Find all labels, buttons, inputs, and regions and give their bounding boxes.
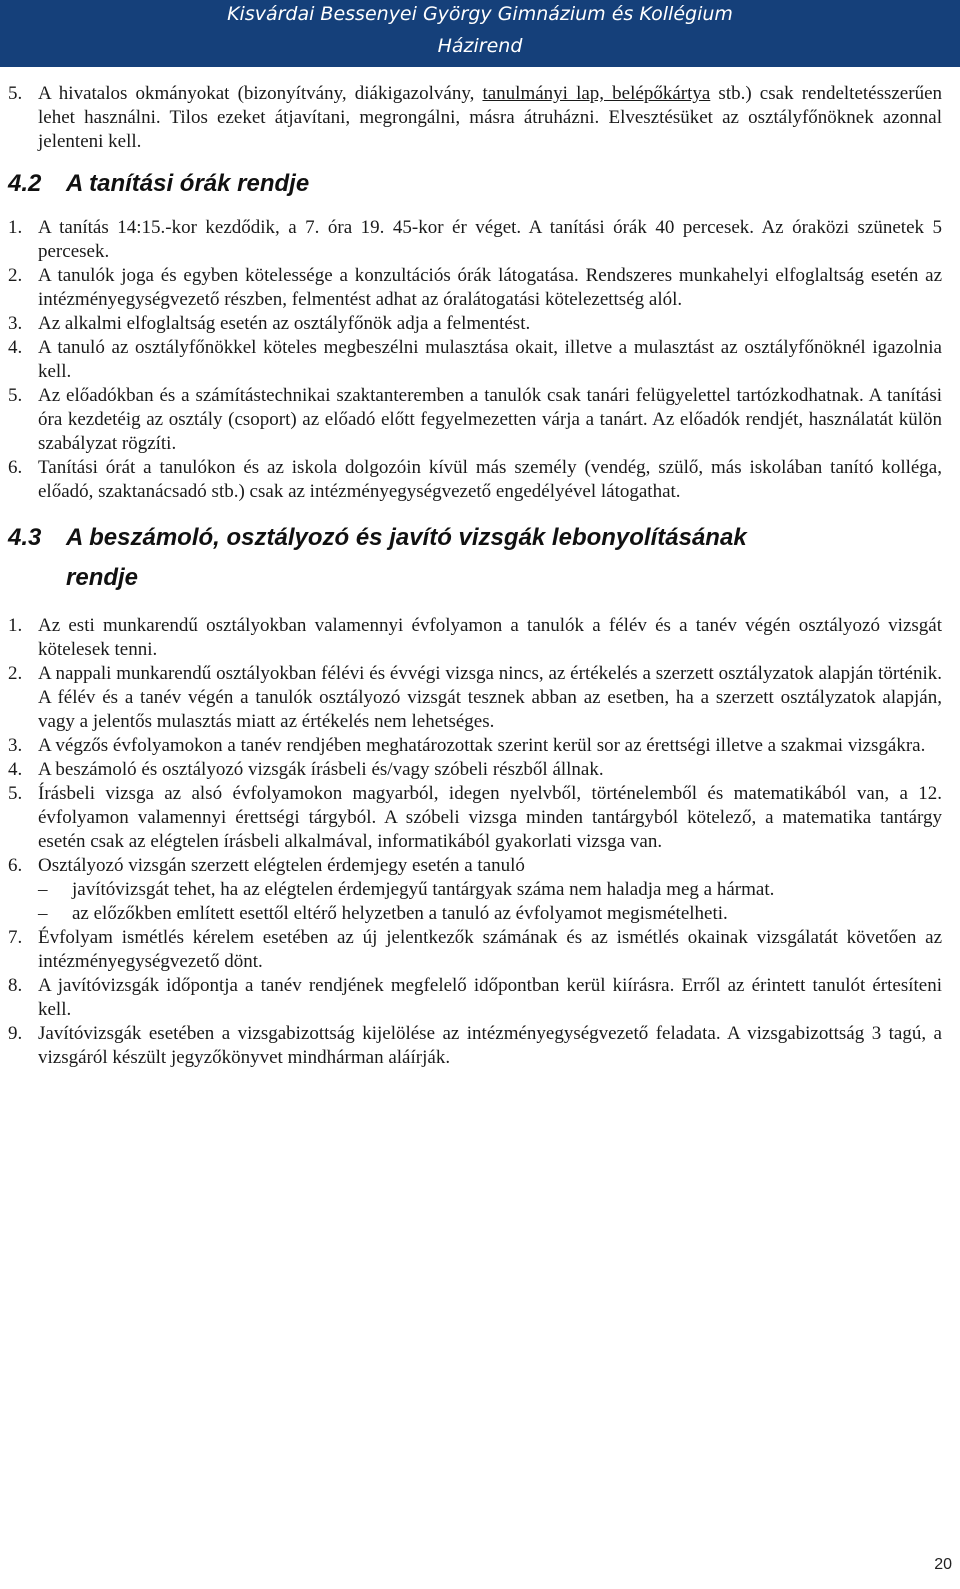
item-number: 1.: [8, 217, 23, 238]
dash-marker: –: [38, 879, 48, 900]
header-school-name: Kisvárdai Bessenyei György Gimnázium és Kollégium: [227, 3, 733, 25]
item-text: A javítóvizsgák időpontja a tanév rendjének megfelelő időpontban kerül kiírásra. Erről az érintett tanulót értesíteni kell.: [38, 975, 942, 1020]
item-text: Javítóvizsgák esetében a vizsgabizottság kijelölése az intézményegységvezető feladata. A vizsgabizottság 3 tagú, a vizsgáról készült jegyzőkönyvet mindhárman aláírják.: [38, 1023, 942, 1068]
item-number: 1.: [8, 615, 23, 636]
item-number: 3.: [8, 313, 23, 334]
item-number: 4.: [8, 337, 23, 358]
item-text: A nappali munkarendű osztályokban félévi és évvégi vizsga nincs, az értékelés a szerzett osztályzatok alapján történik. A félév és a tanév végén a tanulók osztályozó vizsgát tesznek abban az esetben, ha a szerzett osztályzatok alapján, vagy a jelentős mulasztás miatt az értékelés nem lehetséges.: [38, 663, 942, 732]
item-number: 6.: [8, 457, 23, 478]
page-number: 20: [934, 1556, 952, 1573]
item-text: Írásbeli vizsga az alsó évfolyamokon magyarból, idegen nyelvből, történelemből és matematikából van, a 12. évfolyamon valamennyi érettségi tárgyból. A szóbeli vizsga minden tantárgyból kötelező, a matematika tantárgy esetén csak az elégtelen írásbeli alkalmával, informatikából gyakorlati vizsga van.: [38, 783, 942, 852]
item-text: A beszámoló és osztályozó vizsgák írásbeli és/vagy szóbeli részből állnak.: [38, 759, 604, 780]
item-number: 2.: [8, 663, 23, 684]
item-number: 4.: [8, 759, 23, 780]
item-number: 8.: [8, 975, 23, 996]
section-4-2-list: [8, 216, 942, 504]
item-number: 5.: [8, 83, 23, 104]
section-title: A beszámoló, osztályozó és javító vizsgák lebonyolításának: [66, 524, 747, 551]
list-item: [8, 662, 942, 734]
dash-marker: –: [38, 903, 48, 924]
list-item: [8, 82, 942, 154]
list-item: [8, 1022, 942, 1070]
list-item: [8, 264, 942, 312]
section-heading-4-3: [8, 524, 942, 552]
item-text: A tanulók joga és egyben kötelessége a konzultációs órák látogatása. Rendszeres munkahelyi elfoglaltság esetén az intézményegységvezető részben, felmentést adhat az óralátogatási kötelezettség alól.: [38, 265, 942, 310]
dash-item: [8, 902, 942, 926]
list-item: [8, 216, 942, 264]
list-item: [8, 614, 942, 662]
dash-item-text: javítóvizsgát tehet, ha az elégtelen érdemjegyű tantárgyak száma nem haladja meg a hármat.: [72, 879, 775, 900]
item-text: A tanítás 14:15.-kor kezdődik, a 7. óra 19. 45-kor ér véget. A tanítási órák 40 percesek. Az óraközi szünetek 5 percesek.: [38, 217, 942, 262]
item-number: 2.: [8, 265, 23, 286]
list-item: [8, 758, 942, 782]
section-title: A tanítási órák rendje: [66, 170, 310, 197]
document-header: [0, 0, 960, 67]
item-number: 5.: [8, 385, 23, 406]
item-number: 5.: [8, 783, 23, 804]
section-number: 4.3: [8, 524, 42, 551]
dash-item: [8, 878, 942, 902]
list-item: [8, 782, 942, 854]
dash-item-text: az előzőkben említett esettől eltérő helyzetben a tanuló az évfolyamot megismételheti.: [72, 903, 728, 924]
item-text: Évfolyam ismétlés kérelem esetében az új jelentkezők számának és az ismétlés okainak vizsgálatát követően az intézményegységvezető dönt.: [38, 927, 942, 972]
list-item: [8, 384, 942, 456]
section-title-continued: rendje: [66, 564, 139, 591]
underlined-text: tanulmányi lap, belépőkártya: [482, 83, 711, 104]
item-number: 9.: [8, 1023, 23, 1044]
list-item: [8, 734, 942, 758]
item-number: 7.: [8, 927, 23, 948]
item-number: 6.: [8, 855, 23, 876]
list-item: [8, 974, 942, 1022]
dash-sublist: [8, 878, 942, 926]
item-number: 3.: [8, 735, 23, 756]
section-4-3-list-continued: [8, 926, 942, 1070]
item-text: Tanítási órát a tanulókon és az iskola dolgozóin kívül más személy (vendég, szülő, más iskolában tanító kolléga, előadó, szaktanácsadó stb.) csak az intézményegységvezető engedélyével látogathat.: [38, 457, 942, 502]
item-text: A tanuló az osztályfőnökkel köteles megbeszélni mulasztása okait, illetve a mulasztást az osztályfőnöknél igazolnia kell.: [38, 337, 942, 382]
item-text: Az előadókban és a számítástechnikai szaktanteremben a tanulók csak tanári felügyelettel tartózkodhatnak. A tanítási óra kezdetéig az osztály (csoport) az előadó előtt fegyelmezetten várja a tanárt. Az előadók rendjét, használatát külön szabályzat rögzíti.: [38, 385, 942, 454]
list-item: [8, 854, 942, 878]
section-number: 4.2: [8, 170, 42, 197]
list-item: [8, 456, 942, 504]
item-text: A hivatalos okmányokat (bizonyítvány, diákigazolvány, tanulmányi lap, belépőkártya stb.) csak rendeltetésszerűen lehet használni. Tilos ezeket átjavítani, megrongálni, másra átruházni. Elvesztésüket az osztályfőnöknek azonnal jelenteni kell.: [38, 83, 943, 152]
section-heading-4-2: [8, 170, 942, 198]
item-text: A végzős évfolyamokon a tanév rendjében meghatározottak szerint kerül sor az érettségi illetve a szakmai vizsgákra.: [38, 735, 926, 756]
list-item: [8, 312, 942, 336]
list-item: [8, 336, 942, 384]
item-text: Osztályozó vizsgán szerzett elégtelen érdemjegy esetén a tanuló: [38, 855, 525, 876]
item-text: Az alkalmi elfoglaltság esetén az osztályfőnök adja a felmentést.: [38, 313, 531, 334]
section-4-3-list: [8, 614, 942, 878]
header-document-title: Házirend: [437, 35, 523, 57]
list-item: [8, 926, 942, 974]
item-text: Az esti munkarendű osztályokban valamennyi évfolyamon a tanulók a félév és a tanév végén osztályozó vizsgát kötelesek tenni.: [38, 615, 942, 660]
page-content: [8, 82, 942, 1070]
